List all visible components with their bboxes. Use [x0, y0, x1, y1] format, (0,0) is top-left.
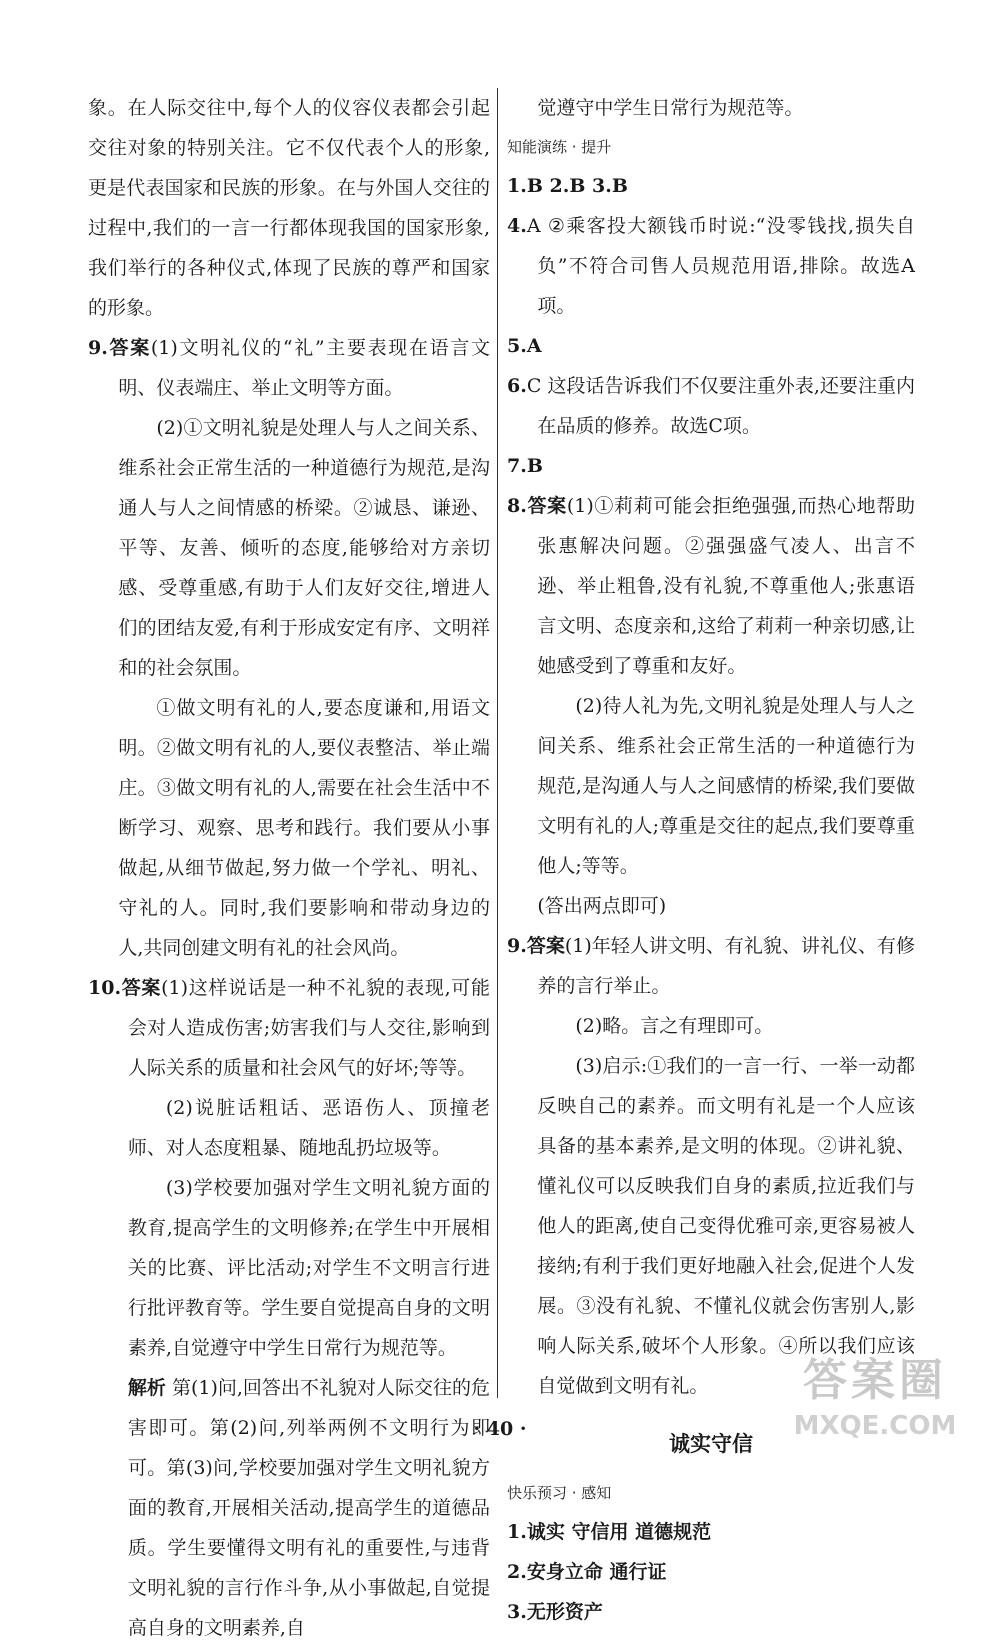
- preview-answer-2: 2.安身立命 通行证: [507, 1561, 667, 1583]
- watermark-text: 答案圈: [803, 1355, 947, 1406]
- question-number: 8.: [507, 495, 527, 517]
- question-9-answer-1: [507, 926, 915, 1006]
- answer-tag: 答案: [526, 935, 565, 957]
- preview-answer-1: 1.诚实 守信用 道德规范: [507, 1521, 712, 1543]
- question-10-analysis: [88, 1368, 490, 1648]
- answers-1-3: 1.B 2.B 3.B: [507, 175, 628, 197]
- answer-6: [507, 366, 915, 446]
- analysis-tag: 解析: [127, 1377, 166, 1399]
- section-label-preview: 快乐预习 · 感知: [507, 1484, 612, 1502]
- question-9-answer-3: ①做文明有礼的人,要态度谦和,用语文明。②做文明有礼的人,要仪表整洁、举止端庄。③做文明有礼的人,需要在社会生活中不断学习、观察、思考和践行。我们要从小事做起,从细节做起,努力做一个学礼、明礼、守礼的人。同时,我们要影响和带动身边的人,共同创建文明有礼的社会风尚。: [118, 697, 490, 959]
- analysis-text: 第(1)问,回答出不礼貌对人际交往的危害即可。第(2)问,列举两例不文明行为即可。第(3)问,学校要加强对学生文明礼貌方面的教育,开展相关活动,提高学生的道德品质。学生要懂得文明有礼的重要性,与违背文明礼貌的言行作斗争,从小事做起,自觉提高自身的文明素养,自: [127, 1377, 490, 1639]
- question-number: 4.: [507, 215, 527, 237]
- question-8-answer-2: (2)待人礼为先,文明礼貌是处理人与人之间关系、维系社会正常生活的一种道德行为规范,是沟通人与人之间感情的桥梁,我们要做文明有礼的人;尊重是交往的起点,我们要尊重他人;等等。: [537, 695, 915, 877]
- question-9-answer-1: [88, 328, 490, 408]
- question-9-answer-2: (2)略。言之有理即可。: [575, 1015, 774, 1037]
- answer-text: (1)年轻人讲文明、有礼貌、讲礼仪、有修养的言行举止。: [537, 935, 915, 997]
- answer-tag: 答案: [526, 495, 567, 517]
- answer-5: 5.A: [507, 335, 542, 357]
- question-10-answer-3: (3)学校要加强对学生文明礼貌方面的教育,提高学生的文明修养;在学生中开展相关的比赛、评比活动;对学生不文明言行进行批评教育等。学生要自觉提高自身的文明素养,自觉遵守中学生日常行为规范等。: [127, 1177, 490, 1359]
- answer-text: A ②乘客投大额钱币时说:“没零钱找,损失自负”不符合司售人员规范用语,排除。故选A项。: [526, 215, 915, 317]
- watermark-logo: [770, 1353, 980, 1463]
- left-column: [88, 88, 490, 1648]
- question-10-answer-2: (2)说脏话粗话、恶语伤人、顶撞老师、对人态度粗暴、随地乱扔垃圾等。: [127, 1097, 490, 1159]
- question-9-answer-2: (2)①文明礼貌是处理人与人之间关系、维系社会正常生活的一种道德行为规范,是沟通人与人之间情感的桥梁。②诚恳、谦逊、平等、友善、倾听的态度,能够给对方亲切感、受尊重感,有助于人们友好交往,增进人们的团结友爱,有利于形成安定有序、文明祥和的社会氛围。: [118, 417, 490, 679]
- continued-paragraph: 象。在人际交往中,每个人的仪容仪表都会引起交往对象的特别关注。它不仅代表个人的形象,更是代表国家和民族的形象。在与外国人交往的过程中,我们的一言一行都体现我国的国家形象,我们举行的各种仪式,体现了民族的尊严和国家的形象。: [88, 97, 490, 319]
- page-number: · 40 ·: [473, 1418, 527, 1440]
- question-number: 10.: [88, 977, 122, 999]
- preview-answer-3: 3.无形资产: [507, 1601, 603, 1623]
- column-divider: [497, 88, 498, 1398]
- question-8-answer-1: [507, 486, 915, 686]
- question-9-answer-3: (3)启示:①我们的一言一行、一举一动都反映自己的素养。而文明有礼是一个人应该具备的基本素养,是文明的体现。②讲礼貌、懂礼仪可以反映我们自身的素质,拉近我们与他人的距离,使自己变得优雅可亲,更容易被人接纳;有利于我们更好地融入社会,促进个人发展。③没有礼貌、不懂礼仪就会伤害别人,影响人际关系,破坏个人形象。④所以我们应该自觉做到文明有礼。: [537, 1055, 915, 1397]
- answer-text: C 这段话告诉我们不仅要注重外表,还要注重内在品质的修养。故选C项。: [526, 375, 915, 437]
- question-8-note: (答出两点即可): [537, 895, 667, 917]
- answer-text: (1)文明礼仪的“礼”主要表现在语言文明、仪表端庄、举止文明等方面。: [118, 337, 490, 399]
- question-number: 6.: [507, 375, 527, 397]
- answer-tag: 答案: [121, 977, 162, 999]
- answer-7: 7.B: [507, 455, 543, 477]
- question-number: 9.: [507, 935, 527, 957]
- continued-line: 觉遵守中学生日常行为规范等。: [537, 97, 804, 119]
- section-title: 诚实守信: [669, 1432, 753, 1456]
- answer-tag: 答案: [107, 337, 151, 359]
- question-10-answer-1: [88, 968, 490, 1088]
- answer-4: [507, 206, 915, 326]
- question-number: 9.: [88, 337, 108, 359]
- answer-text: (1)①莉莉可能会拒绝强强,而热心地帮助张惠解决问题。②强强盛气凌人、出言不逊、举止粗鲁,没有礼貌,不尊重他人;张惠语言文明、态度亲和,这给了莉莉一种亲切感,让她感受到了尊重和友好。: [537, 495, 915, 677]
- answer-text: (1)这样说话是一种不礼貌的表现,可能会对人造成伤害;妨害我们与人交往,影响到人际关系的质量和社会风气的好坏;等等。: [127, 977, 490, 1079]
- section-label-practice: 知能演练 · 提升: [507, 138, 612, 156]
- watermark-url: MXQE.COM: [793, 1411, 957, 1441]
